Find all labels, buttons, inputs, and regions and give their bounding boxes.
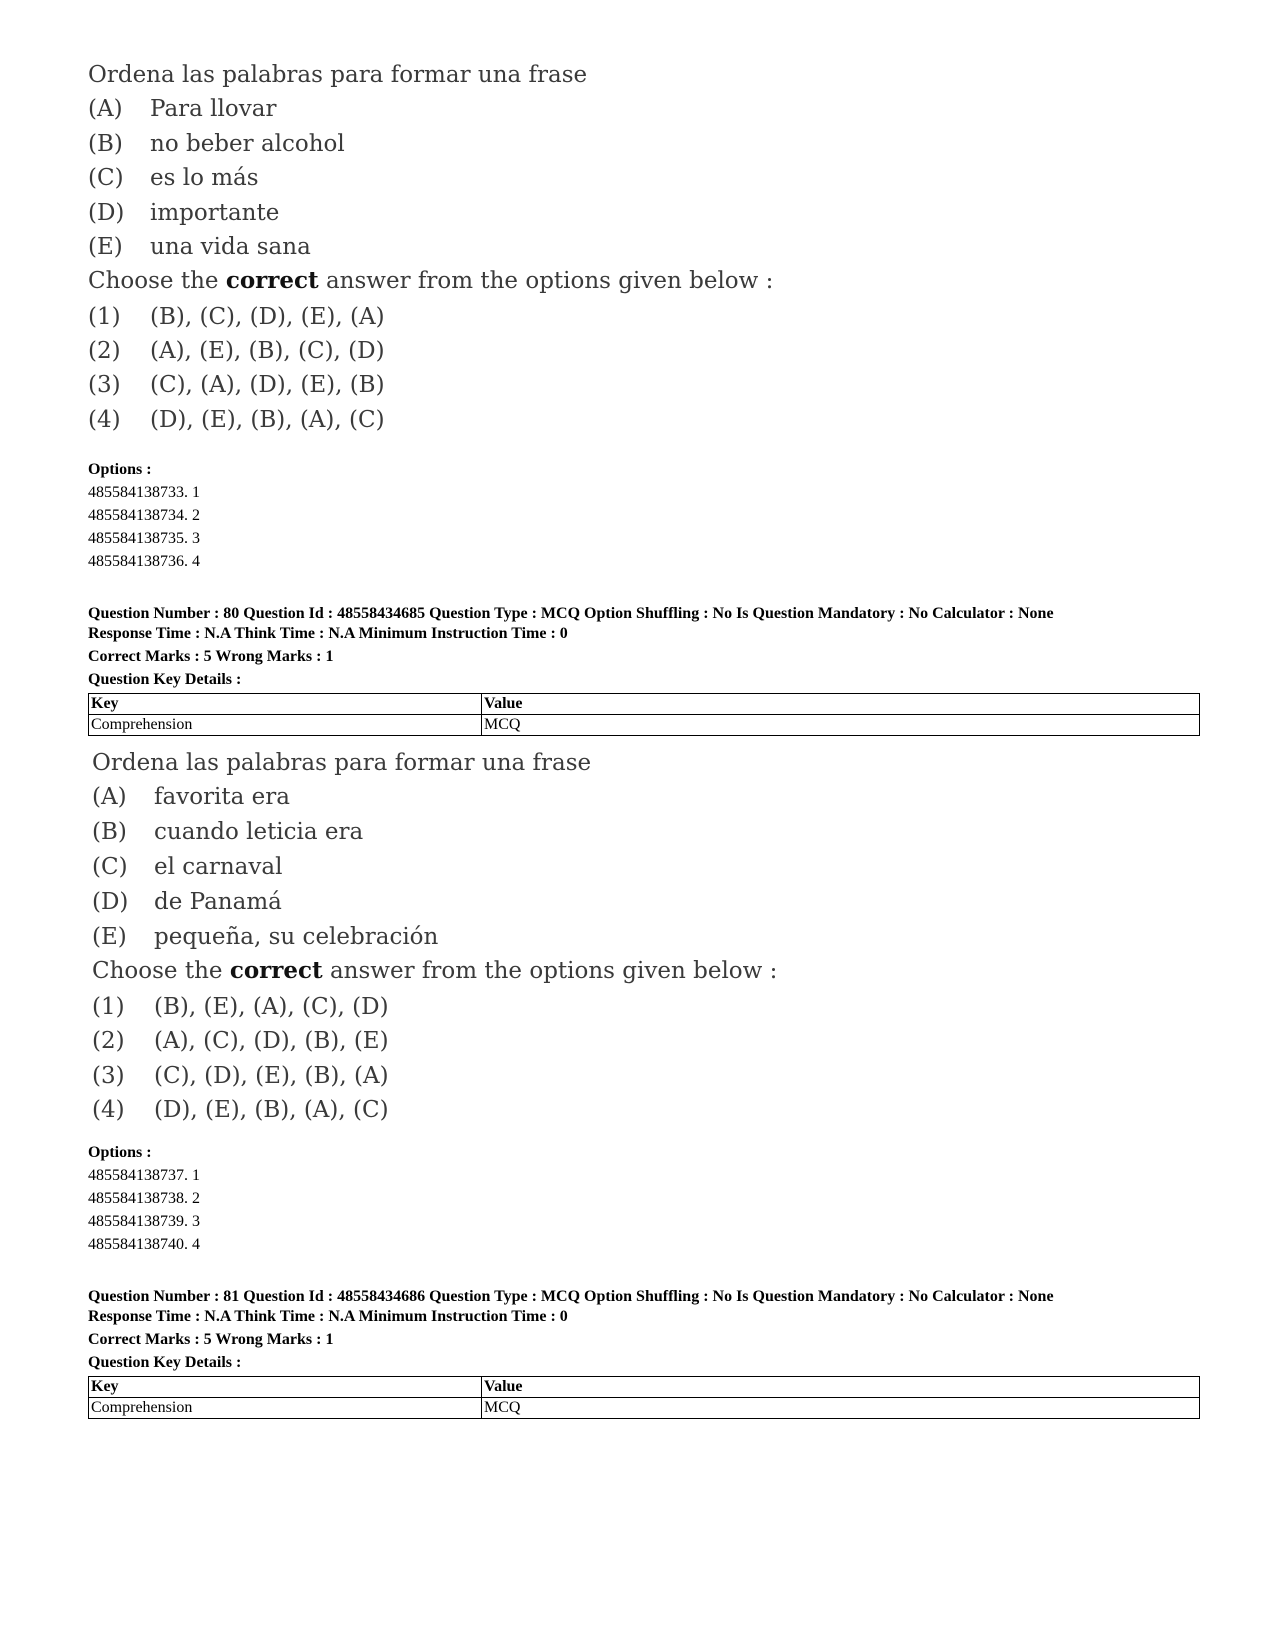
- q79-item-a: [88, 94, 276, 124]
- answer-label: (3): [88, 372, 121, 398]
- item-label: (B): [92, 819, 127, 845]
- item-text: pequeña, su celebración: [154, 924, 439, 950]
- table-row: [89, 1398, 1200, 1419]
- item-label: (D): [92, 889, 129, 915]
- q80-options-heading: Options :: [88, 1144, 152, 1161]
- item-label: (D): [88, 200, 125, 226]
- q79-instruction: Ordena las palabras para formar una frase: [88, 62, 588, 88]
- q80-answer-1: [92, 992, 389, 1022]
- q79-answer-2: [88, 336, 385, 366]
- header-key: Key: [89, 694, 482, 715]
- q81-meta-line-2: Response Time : N.A Think Time : N.A Minimum Instruction Time : 0: [88, 1308, 568, 1325]
- q79-item-b: [88, 129, 345, 159]
- answer-label: (2): [88, 338, 121, 364]
- q79-choose-line: [88, 266, 773, 296]
- answer-text: (C), (D), (E), (B), (A): [154, 1063, 389, 1089]
- q80-key-table: [88, 693, 1200, 736]
- item-text: una vida sana: [150, 234, 311, 260]
- q80-option-1: 485584138737. 1: [88, 1167, 200, 1184]
- header-key: Key: [89, 1377, 482, 1398]
- item-text: el carnaval: [154, 854, 283, 880]
- answer-text: (C), (A), (D), (E), (B): [150, 372, 385, 398]
- q79-answer-1: [88, 302, 385, 332]
- cell-key: Comprehension: [89, 1398, 482, 1419]
- item-label: (A): [92, 784, 127, 810]
- q80-option-4: 485584138740. 4: [88, 1236, 200, 1253]
- q81-meta-line-1: Question Number : 81 Question Id : 48558434686 Question Type : MCQ Option Shuffling : No Is Question Mandatory : No Calculator : None: [88, 1288, 1054, 1305]
- item-label: (C): [92, 854, 128, 880]
- table-header-row: [89, 1377, 1200, 1398]
- item-text: de Panamá: [154, 889, 282, 915]
- q80-instruction: Ordena las palabras para formar una frase: [92, 750, 592, 776]
- q80-item-b: [92, 817, 363, 847]
- q81-key-details-heading: Question Key Details :: [88, 1354, 242, 1371]
- q81-key-table: [88, 1376, 1200, 1419]
- choose-post: answer from the options given below :: [318, 268, 774, 294]
- item-text: cuando leticia era: [154, 819, 364, 845]
- item-label: (A): [88, 96, 123, 122]
- answer-label: (2): [92, 1028, 125, 1054]
- q79-item-d: [88, 198, 279, 228]
- item-text: importante: [150, 200, 280, 226]
- item-label: (C): [88, 165, 124, 191]
- q80-answer-3: [92, 1061, 389, 1091]
- choose-pre: Choose the: [88, 268, 226, 294]
- q80-option-2: 485584138738. 2: [88, 1190, 200, 1207]
- q79-option-4: 485584138736. 4: [88, 553, 200, 570]
- q79-answer-4: [88, 405, 385, 435]
- answer-text: (D), (E), (B), (A), (C): [150, 407, 385, 433]
- q80-marks: Correct Marks : 5 Wrong Marks : 1: [88, 648, 334, 665]
- item-text: es lo más: [150, 165, 259, 191]
- answer-text: (A), (E), (B), (C), (D): [150, 338, 385, 364]
- cell-value: MCQ: [482, 1398, 1200, 1419]
- answer-label: (4): [92, 1097, 125, 1123]
- q80-answer-4: [92, 1095, 389, 1125]
- q80-item-a: [92, 782, 290, 812]
- item-label: (B): [88, 131, 123, 157]
- q80-item-c: [92, 852, 282, 882]
- cell-value: MCQ: [482, 715, 1200, 736]
- answer-text: (B), (E), (A), (C), (D): [154, 994, 389, 1020]
- q79-answer-3: [88, 370, 385, 400]
- q81-marks: Correct Marks : 5 Wrong Marks : 1: [88, 1331, 334, 1348]
- q79-options-heading: Options :: [88, 461, 152, 478]
- q80-meta-line-1: Question Number : 80 Question Id : 48558434685 Question Type : MCQ Option Shuffling : No Is Question Mandatory : No Calculator : None: [88, 605, 1054, 622]
- choose-post: answer from the options given below :: [322, 958, 778, 984]
- item-text: no beber alcohol: [150, 131, 345, 157]
- q79-item-e: [88, 232, 311, 262]
- table-row: [89, 715, 1200, 736]
- q80-item-e: [92, 922, 438, 952]
- item-label: (E): [88, 234, 123, 260]
- item-text: Para llovar: [150, 96, 277, 122]
- answer-text: (A), (C), (D), (B), (E): [154, 1028, 389, 1054]
- answer-label: (1): [88, 304, 121, 330]
- table-header-row: [89, 694, 1200, 715]
- q80-answer-2: [92, 1026, 389, 1056]
- q79-option-2: 485584138734. 2: [88, 507, 200, 524]
- choose-pre: Choose the: [92, 958, 230, 984]
- answer-text: (B), (C), (D), (E), (A): [150, 304, 385, 330]
- q79-option-1: 485584138733. 1: [88, 484, 200, 501]
- answer-label: (3): [92, 1063, 125, 1089]
- q80-choose-line: [92, 956, 777, 986]
- header-value: Value: [482, 694, 1200, 715]
- q80-option-3: 485584138739. 3: [88, 1213, 200, 1230]
- q80-item-d: [92, 887, 282, 917]
- item-label: (E): [92, 924, 127, 950]
- answer-label: (1): [92, 994, 125, 1020]
- cell-key: Comprehension: [89, 715, 482, 736]
- choose-bold: correct: [225, 267, 319, 294]
- q79-item-c: [88, 163, 259, 193]
- answer-label: (4): [88, 407, 121, 433]
- answer-text: (D), (E), (B), (A), (C): [154, 1097, 389, 1123]
- choose-bold: correct: [229, 957, 323, 984]
- q80-meta-line-2: Response Time : N.A Think Time : N.A Minimum Instruction Time : 0: [88, 625, 568, 642]
- q79-option-3: 485584138735. 3: [88, 530, 200, 547]
- header-value: Value: [482, 1377, 1200, 1398]
- q80-key-details-heading: Question Key Details :: [88, 671, 242, 688]
- item-text: favorita era: [154, 784, 291, 810]
